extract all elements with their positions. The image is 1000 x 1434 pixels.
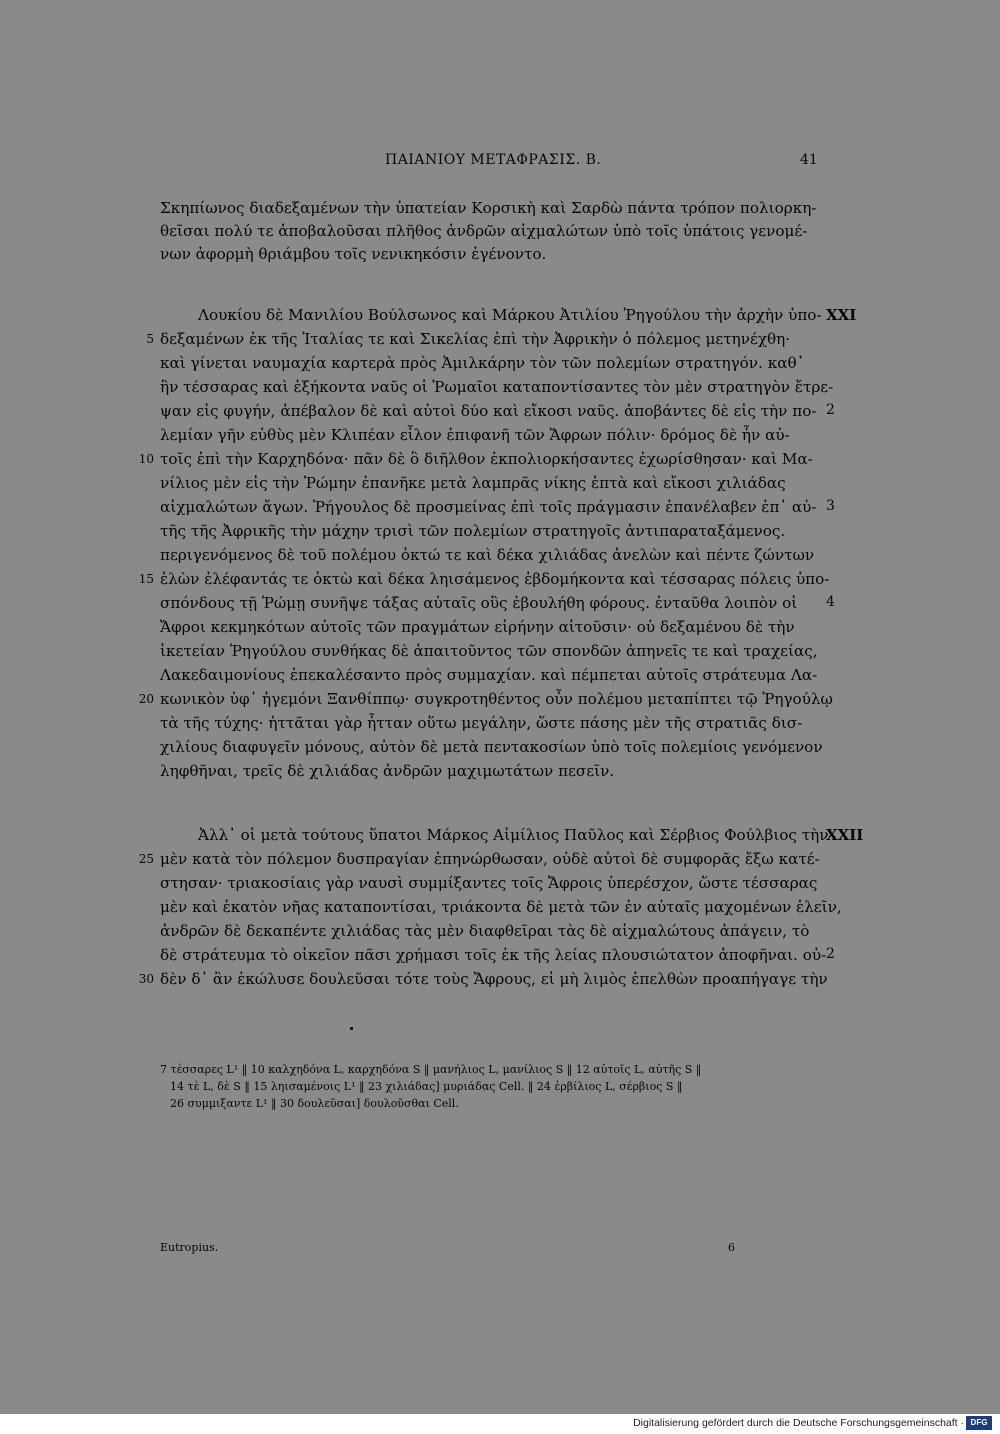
text-line: Σκηπίωνος διαδεξαμένων τὴν ὑπατείαν Κορσικὴ καὶ Σαρδὼ πάντα τρόπον πολιορκη- — [160, 199, 817, 217]
section-number: 2 — [826, 946, 835, 962]
page-number: 41 — [800, 152, 818, 168]
text-line: περιγενόμενος δὲ τοῦ πολέμου ὀκτώ τε καὶ δέκα χιλιάδας ἀνελὼν καὶ πέντε ζώντων — [160, 546, 815, 564]
apparatus-line: 26 συμμιξαντε L¹ ‖ 30 δουλεῦσαι] δουλοῦσθαι Cell. — [170, 1097, 459, 1110]
digitization-credit-bar — [0, 1414, 1000, 1434]
text-line: μὲν κατὰ τὸν πόλεμον δυσπραγίαν ἐπηνώρθωσαν, οὐδὲ αὐτοὶ δὲ συμφορᾶς ἔξω κατέ- — [160, 850, 820, 868]
signature-mark: Eutropius. — [160, 1241, 219, 1254]
text-line: Λουκίου δὲ Μανιλίου Βούλσωνος καὶ Μάρκου Ἀτιλίου Ῥηγούλου τὴν ἀρχὴν ὑπο- — [198, 306, 822, 324]
ink-speck — [350, 1027, 353, 1030]
chapter-number: XXII — [826, 826, 864, 844]
text-line: νων ἀφορμὴ θριάμβου τοῖς νενικηκόσιν ἐγένοντο. — [160, 245, 547, 263]
line-number: 30 — [138, 972, 154, 986]
text-line: ἣν τέσσαρας καὶ ἑξήκοντα ναῦς οἱ Ῥωμαῖοι καταποντίσαντες τὸν μὲν στρατηγὸν ἔτρε- — [160, 378, 834, 396]
text-line: ληφθῆναι, τρεῖς δὲ χιλιάδας ἀνδρῶν μαχιμωτάτων πεσεῖν. — [160, 762, 615, 780]
signature-number: 6 — [728, 1241, 735, 1254]
funding-credit: Digitalisierung gefördert durch die Deutsche Forschungsgemeinschaft · — [633, 1417, 964, 1429]
text-line: μὲν καὶ ἑκατὸν νῆας καταποντίσαι, τριάκοντα δὲ μετὰ τῶν ἐν αὐταῖς μαχομένων ἑλεῖν, — [160, 898, 842, 916]
text-line: λεμίαν γῆν εὐθὺς μὲν Κλιπέαν εἷλον ἐπιφανῆ τῶν Ἄφρων πόλιν· δρόμος δὲ ἦν αὐ- — [160, 426, 790, 444]
text-line: Λακεδαιμονίους ἐπεκαλέσαντο πρὸς συμμαχίαν. καὶ πέμπεται αὐτοῖς στράτευμα Λα- — [160, 666, 818, 684]
apparatus-line: 7 τέσσαρες L¹ ‖ 10 καλχηδόνα L, καρχηδόνα S ‖ μανήλιος L, μανίλιος S ‖ 12 αὐτοῖς L, αὐτῆς S ‖ — [160, 1063, 702, 1076]
text-line: τοῖς ἐπὶ τὴν Καρχηδόνα· πᾶν δὲ ὃ διῆλθον ἐκπολιορκήσαντες ἐχωρίσθησαν· καὶ Μα- — [160, 450, 813, 468]
text-line: τὰ τῆς τύχης· ἡττᾶται γὰρ ἧτταν οὕτω μεγάλην, ὥστε πάσης μὲν τῆς στρατιᾶς δισ- — [160, 714, 803, 732]
text-line: Ἄφροι κεκμηκότων αὐτοῖς τῶν πραγμάτων εἰρήνην αἰτοῦσιν· οὐ δεξαμένου δὲ τὴν — [160, 618, 795, 636]
text-line: κωνικὸν ὑφ᾽ ἡγεμόνι Ξανθίππῳ· συγκροτηθέντος οὖν πολέμου μεταπίπτει τῷ Ῥηγούλῳ — [160, 690, 833, 708]
text-line: χιλίους διαφυγεῖν μόνους, αὐτὸν δὲ μετὰ πεντακοσίων ὑπὸ τοῖς πολεμίοις γενόμενον — [160, 738, 823, 756]
dfg-logo: DFG — [966, 1416, 992, 1430]
section-number: 4 — [826, 594, 835, 610]
line-number: 25 — [138, 852, 154, 866]
text-line: ἀνδρῶν δὲ δεκαπέντε χιλιάδας τὰς μὲν διαφθεῖραι τὰς δὲ αἰχμαλώτους ἀπάγειν, τὸ — [160, 922, 810, 940]
text-line: ἑλὼν ἐλέφαντάς τε ὀκτὼ καὶ δέκα ληισάμενος ἑβδομήκοντα καὶ τέσσαρας πόλεις ὑπο- — [160, 570, 830, 588]
text-line: δὲν δ᾽ ἂν ἐκώλυσε δουλεῦσαι τότε τοὺς Ἄφρους, εἰ μὴ λιμὸς ἐπελθὼν προαπήγαγε τὴν — [160, 970, 828, 988]
line-number: 15 — [138, 572, 154, 586]
text-line: Ἀλλ᾽ οἱ μετὰ τούτους ὕπατοι Μάρκος Αἰμίλιος Παῦλος καὶ Σέρβιος Φούλβιος τὴν — [198, 826, 829, 844]
text-line: ψαν εἰς φυγήν, ἀπέβαλον δὲ καὶ αὐτοὶ δύο καὶ εἴκοσι ναῦς. ἀποβάντες δὲ εἰς τὴν πο- — [160, 402, 817, 420]
line-number: 5 — [146, 332, 154, 346]
apparatus-line: 14 τὲ L, δὲ S ‖ 15 ληισαμένοις L¹ ‖ 23 χιλιάδας] μυριάδας Cell. ‖ 24 ἐρβίλιος L, σέρβιος S ‖ — [170, 1080, 683, 1093]
text-line: σπόνδους τῇ Ῥώμῃ συνῆψε τάξας αὐταῖς οὓς ἐβουλήθη φόρους. ἐνταῦθα λοιπὸν οἱ — [160, 594, 798, 612]
text-line: δὲ στράτευμα τὸ οἰκεῖον πᾶσι χρήμασι τοῖς ἐκ τῆς λείας πλουσιώτατον ἀποφῆναι. οὐ- — [160, 946, 827, 964]
chapter-number: XXI — [826, 306, 857, 324]
section-number: 3 — [826, 498, 835, 514]
line-number: 10 — [138, 452, 154, 466]
text-line: τῆς τῆς Ἀφρικῆς τὴν μάχην τρισὶ τῶν πολεμίων στρατηγοῖς ἀντιπαραταξάμενος. — [160, 522, 786, 540]
text-line: θεῖσαι πολύ τε ἀποβαλοῦσαι πλῆθος ἀνδρῶν αἰχμαλώτων ὑπὸ τοῖς ὑπάτοις γενομέ- — [160, 222, 808, 240]
text-line: νίλιος μὲν εἰς τὴν Ῥώμην ἐπανῆκε μετὰ λαμπρᾶς νίκης ἑπτὰ καὶ εἴκοσι χιλιάδας — [160, 474, 786, 492]
text-line: ἱκετείαν Ῥηγούλου συνθήκας δὲ ἀπαιτοῦντος τῶν σπονδῶν ἀπηνεῖς τε καὶ τραχείας, — [160, 642, 818, 660]
text-line: στησαν· τριακοσίαις γὰρ ναυσὶ συμμίξαντες τοῖς Ἄφροις ὑπερέσχον, ὥστε τέσσαρας — [160, 874, 818, 892]
running-header-title: ΠΑΙΑΝΙΟΥ ΜΕΤΑΦΡΑΣΙΣ. Β. — [385, 152, 602, 168]
text-line: δεξαμένων ἐκ τῆς Ἰταλίας τε καὶ Σικελίας ἐπὶ τὴν Ἀφρικὴν ὁ πόλεμος μετηνέχθη· — [160, 330, 791, 348]
section-number: 2 — [826, 402, 835, 418]
text-line: αἰχμαλώτων ἄγων. Ῥήγουλος δὲ προσμείνας ἐπὶ τοῖς πράγμασιν ἐπανέλαβεν ἐπ᾽ αὐ- — [160, 498, 817, 516]
text-line: καὶ γίνεται ναυμαχία καρτερὰ πρὸς Ἀμιλκάρην τὸν τῶν πολεμίων στρατηγόν. καθ᾽ — [160, 354, 805, 372]
line-number: 20 — [138, 692, 154, 706]
